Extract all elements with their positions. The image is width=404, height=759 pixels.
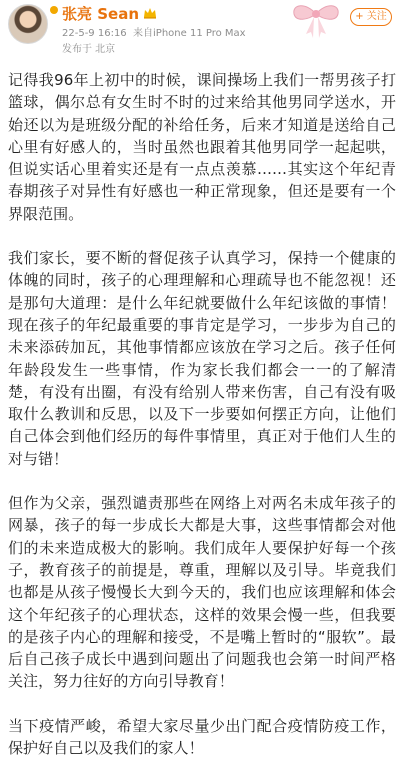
post-paragraph: 但作为父亲，强烈谴责那些在网络上对两名未成年孩子的网暴，孩子的每一步成长大都是大事，这些事情都会对他们的未来造成极大的影响。我们成年人要保护好每一个孩子，教育孩子的前提是，尊重，理解以及引导。毕竟我们也都是从孩子慢慢长大到今天的，我们也应该理解和体会这个年纪孩子的心理状态，这样的效果会慢一些，但我要的是孩子内心的理解和接受，不是嘴上暂时的“服软”。最后自己孩子成长中遇到问题出了问题我也会第一时间严格关注，努力往好的方向引导教育！ bbox=[8, 494, 396, 691]
post-meta bbox=[62, 24, 246, 39]
author-name[interactable]: 张亮 Sean bbox=[62, 4, 139, 23]
user-avatar[interactable] bbox=[8, 4, 48, 44]
author-row bbox=[62, 3, 157, 23]
post-paragraph: 当下疫情严峻，希望大家尽量少出门配合疫情防疫工作，保护好自己以及我们的家人！ bbox=[8, 716, 396, 758]
bow-decoration-icon bbox=[286, 0, 346, 42]
post-body bbox=[8, 69, 396, 759]
follow-button[interactable]: + 关注 bbox=[350, 8, 392, 26]
post-header bbox=[0, 0, 404, 62]
post-date: 22-5-9 16:16 bbox=[62, 28, 127, 39]
post-paragraph: 我们家长，要不断的督促孩子认真学习，保持一个健康的体魄的同时，孩子的心理理解和心理疏导也不能忽视！还是那句大道理：是什么年纪就要做什么年纪该做的事情！现在孩子的年纪最重要的事肯定是学习，一步步为自己的未来添砖加瓦，其他事情都应该放在学习之后。孩子任何年龄段发生一些事情，作为家长我们都会一一的了解清楚，有没有出圈，有没有给别人带来伤害，自己有没有吸取什么教训和反思，以及下一步要如何摆正方向，让他们自己体会到他们经历的每件事情里，真正对于他们人生的对与错！ bbox=[8, 249, 396, 468]
vip-badge-icon bbox=[50, 6, 58, 14]
post-source: 来自iPhone 11 Pro Max bbox=[133, 28, 246, 39]
post-location: 发布于 北京 bbox=[62, 44, 116, 55]
post-paragraph: 记得我96年上初中的时候，课间操场上我们一帮男孩子打篮球，偶尔总有女生时不时的过来给其他男同学送水，开始还以为是班级分配的补给任务，后来才知道是送给自己心里有好感人的，当时虽然也跟着其他男同学一起起哄，但说实话心里着实还是有一点点羡慕……其实这个年纪青春期孩子对异性有好感也一种正常现象，但还是要有一个界限范围。 bbox=[8, 71, 396, 223]
crown-icon bbox=[143, 7, 157, 19]
